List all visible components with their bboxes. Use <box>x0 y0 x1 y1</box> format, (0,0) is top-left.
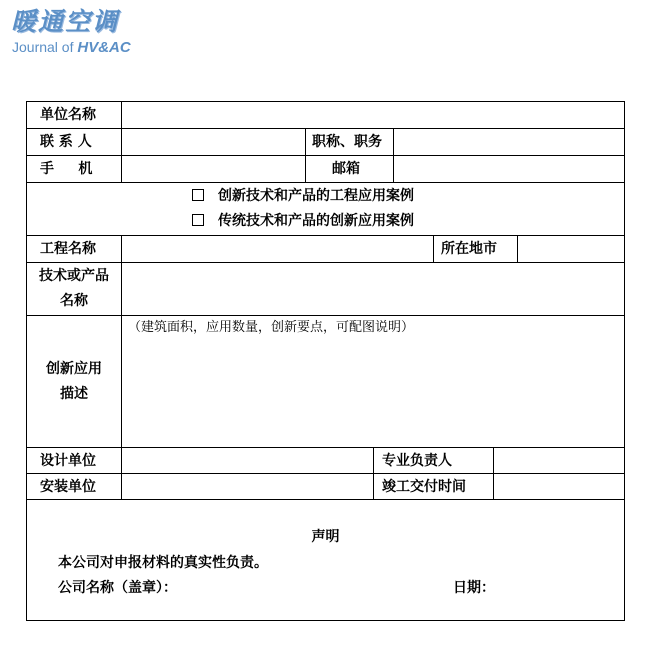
declaration-title: 声明 <box>311 529 340 545</box>
location-label: 所在地市 <box>441 241 497 257</box>
project-name-label: 工程名称 <box>40 241 96 257</box>
company-seal-label: 公司名称（盖章）： <box>58 580 177 596</box>
logo-chinese-title: 暖通空调 <box>11 7 120 36</box>
tech-product-label-line2: 名称 <box>60 293 88 309</box>
row-divider <box>27 235 624 236</box>
completion-time-label: 竣工交付时间 <box>382 479 466 495</box>
row-divider <box>27 499 624 500</box>
logo-english-prefix: Journal of <box>12 39 78 55</box>
mobile-field[interactable] <box>123 157 304 181</box>
unit-name-label: 单位名称 <box>40 107 96 123</box>
innovation-label-line1: 创新应用 <box>46 361 102 377</box>
innovation-description-field[interactable] <box>123 338 623 446</box>
title-position-label: 职称、职务 <box>312 134 382 150</box>
innovation-hint: （建筑面积，应用数量，创新要点，可配图说明） <box>128 320 415 335</box>
completion-time-field[interactable] <box>495 475 623 498</box>
application-form-table <box>26 101 625 621</box>
specialist-label: 专业负责人 <box>382 453 452 469</box>
declaration-text: 本公司对申报材料的真实性负责。 <box>58 555 268 571</box>
email-label: 邮箱 <box>332 161 360 177</box>
option-traditional-tech-label: 传统技术和产品的创新应用案例 <box>218 213 414 229</box>
date-label: 日期： <box>453 580 495 596</box>
row-divider <box>27 315 624 316</box>
checkbox-innovative-tech[interactable] <box>192 189 204 201</box>
option-innovative-tech <box>192 188 414 204</box>
project-name-field[interactable] <box>123 237 432 261</box>
row-divider <box>27 473 624 474</box>
title-position-field[interactable] <box>395 130 623 154</box>
design-unit-field[interactable] <box>123 449 372 472</box>
column-divider <box>121 102 122 182</box>
unit-name-field[interactable] <box>123 103 623 127</box>
location-field[interactable] <box>519 237 623 261</box>
design-unit-label: 设计单位 <box>40 453 96 469</box>
contact-person-label: 联 系 人 <box>40 134 92 150</box>
email-field[interactable] <box>395 157 623 181</box>
install-unit-label: 安装单位 <box>40 479 96 495</box>
contact-person-field[interactable] <box>123 130 304 154</box>
tech-product-field[interactable] <box>123 264 623 314</box>
column-divider <box>305 128 306 182</box>
mobile-label: 手 机 <box>40 161 93 177</box>
column-divider <box>433 235 434 262</box>
checkbox-traditional-tech[interactable] <box>192 214 204 226</box>
column-divider <box>393 128 394 182</box>
column-divider <box>493 447 494 499</box>
row-divider <box>27 155 624 156</box>
journal-logo <box>11 8 191 56</box>
option-traditional-tech <box>192 213 414 229</box>
logo-english-title <box>12 39 131 56</box>
tech-product-label-line1: 技术或产品 <box>39 268 109 284</box>
install-unit-field[interactable] <box>123 475 372 498</box>
column-divider <box>121 235 122 499</box>
row-divider <box>27 447 624 448</box>
option-innovative-tech-label: 创新技术和产品的工程应用案例 <box>218 188 414 204</box>
row-divider <box>27 262 624 263</box>
logo-english-bold: HV&AC <box>77 39 131 56</box>
specialist-field[interactable] <box>495 449 623 472</box>
row-divider <box>27 128 624 129</box>
innovation-label-line2: 描述 <box>60 386 88 402</box>
column-divider <box>517 235 518 262</box>
column-divider <box>373 447 374 499</box>
row-divider <box>27 182 624 183</box>
